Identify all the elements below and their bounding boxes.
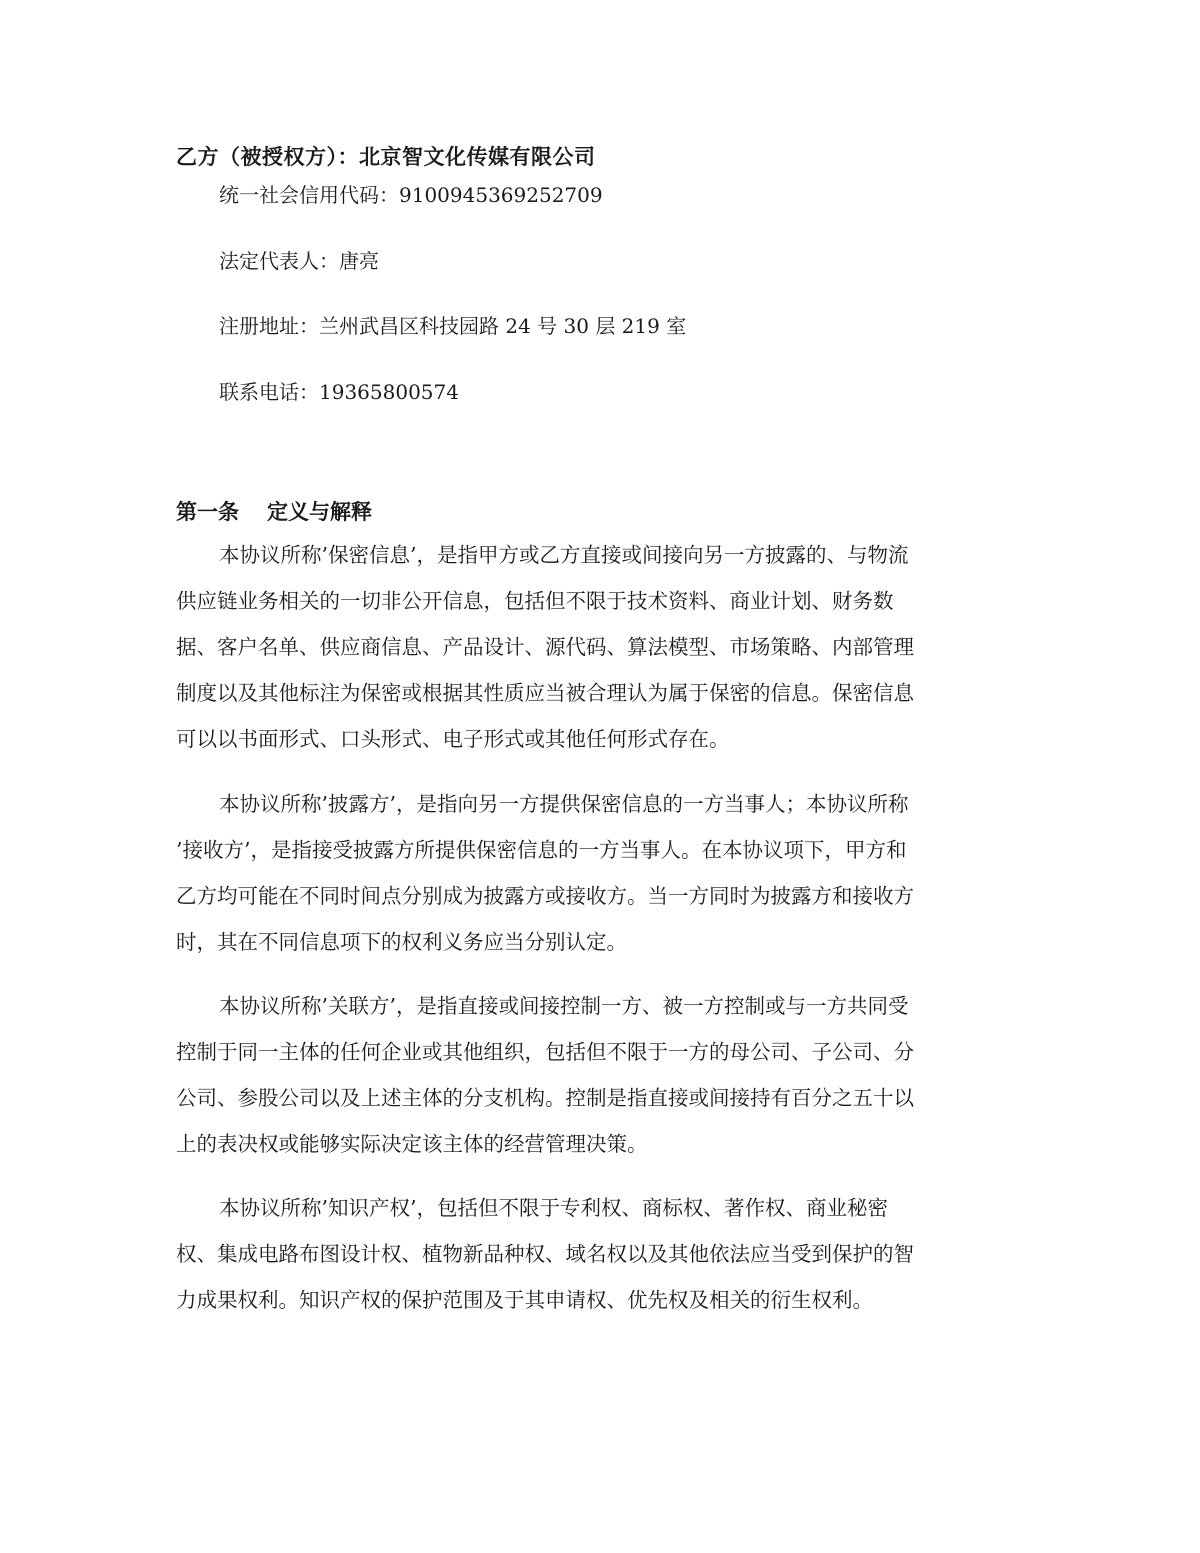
party-b-credit-code: 统一社会信用代码：9100945369252709 [219, 183, 603, 207]
paragraph-line: 上的表决权或能够实际决定该主体的经营管理决策。 [176, 1132, 648, 1156]
paragraph-line: 本协议所称’关联方’，是指直接或间接控制一方、被一方控制或与一方共同受 [219, 994, 909, 1018]
definition-paragraph-discloser-recipient [176, 781, 1026, 965]
article-number: 第一条 [176, 500, 239, 524]
party-b-address: 注册地址：兰州武昌区科技园路 24 号 30 层 219 室 [219, 314, 687, 338]
paragraph-line: 据、客户名单、供应商信息、产品设计、源代码、算法模型、市场策略、内部管理 [176, 635, 914, 659]
paragraph-line: ’接收方’，是指接受披露方所提供保密信息的一方当事人。在本协议项下，甲方和 [176, 838, 907, 862]
definition-paragraph-affiliate [176, 983, 1026, 1167]
paragraph-line: 可以以书面形式、口头形式、电子形式或其他任何形式存在。 [176, 727, 730, 751]
article-title: 定义与解释 [267, 500, 372, 524]
party-b-phone: 联系电话：19365800574 [219, 380, 459, 404]
paragraph-line: 权、集成电路布图设计权、植物新品种权、域名权以及其他依法应当受到保护的智 [176, 1242, 914, 1266]
paragraph-line: 本协议所称’披露方’，是指向另一方提供保密信息的一方当事人；本协议所称 [219, 792, 909, 816]
paragraph-line: 力成果权利。知识产权的保护范围及于其申请权、优先权及相关的衍生权利。 [176, 1288, 873, 1312]
party-b-title: 乙方（被授权方）：北京智文化传媒有限公司 [176, 145, 596, 169]
paragraph-line: 供应链业务相关的一切非公开信息，包括但不限于技术资料、商业计划、财务数 [176, 589, 894, 613]
definition-paragraph-confidential-info [176, 532, 1026, 762]
paragraph-line: 本协议所称’知识产权’，包括但不限于专利权、商标权、著作权、商业秘密 [219, 1196, 889, 1220]
article-heading [176, 496, 372, 528]
paragraph-line: 乙方均可能在不同时间点分别成为披露方或接收方。当一方同时为披露方和接收方 [176, 884, 914, 908]
paragraph-line: 本协议所称’保密信息’，是指甲方或乙方直接或间接向另一方披露的、与物流 [219, 543, 909, 567]
party-b-legal-rep: 法定代表人：唐亮 [219, 249, 379, 273]
paragraph-line: 时，其在不同信息项下的权利义务应当分别认定。 [176, 930, 627, 954]
paragraph-line: 公司、参股公司以及上述主体的分支机构。控制是指直接或间接持有百分之五十以 [176, 1086, 914, 1110]
definition-paragraph-ip [176, 1185, 1026, 1323]
paragraph-line: 制度以及其他标注为保密或根据其性质应当被合理认为属于保密的信息。保密信息 [176, 681, 914, 705]
paragraph-line: 控制于同一主体的任何企业或其他组织，包括但不限于一方的母公司、子公司、分 [176, 1040, 914, 1064]
